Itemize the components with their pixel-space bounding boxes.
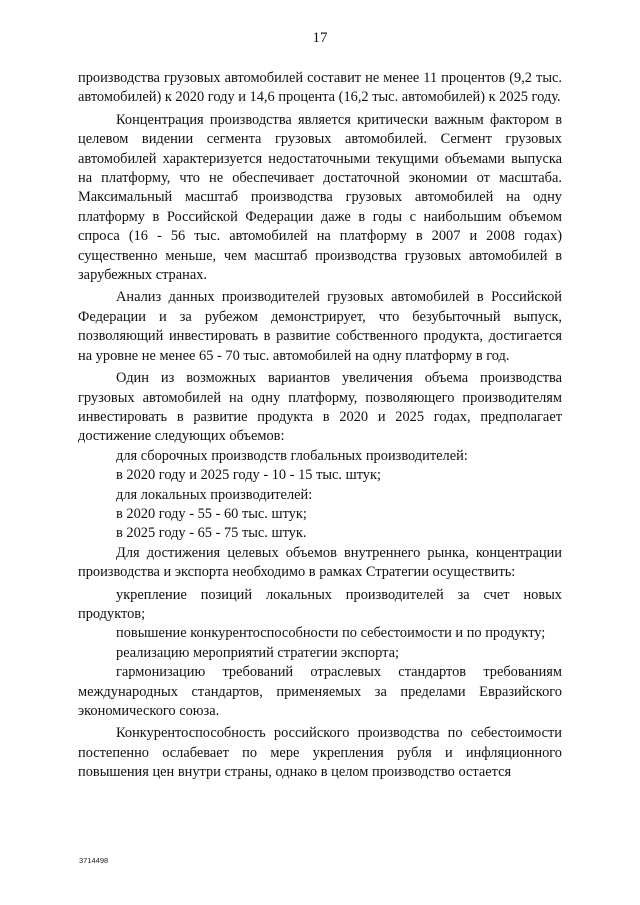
page-number: 17 [312, 30, 328, 46]
list-item: гармонизацию требований отраслевых стандартов требованиям международных стандартов, применяемых за пределами Евразийского экономического союза. [78, 664, 562, 719]
paragraph: Конкурентоспособность российского производства по себестоимости постепенно ослабевает по мере укрепления рубля и инфляционного повышения цен внутри страны, однако в целом производство остается [78, 725, 562, 781]
paragraph: Концентрация производства является критически важным фактором в целевом видении сегмента грузовых автомобилей. Сегмент грузовых автомобилей характеризуется недостаточными текущими объемами выпуска на платформу, что не обеспечивает достаточной экономии от масштаба. Максимальный масштаб производства грузовых автомобилей на одну платформу в Российской Федерации даже в годы с наибольшим объемом спроса (16 - 56 тыс. автомобилей на платформу в 2007 и 2008 годах) существенно меньше, чем масштаб производства грузовых автомобилей в зарубежных странах. [78, 111, 562, 284]
list-item: повышение конкурентоспособности по себестоимости и по продукту; [116, 625, 546, 642]
list-item: для локальных производителей: [116, 486, 313, 503]
paragraph: производства грузовых автомобилей составит не менее 11 процентов (9,2 тыс. автомобилей) к 2020 году и 14,6 процента (16,2 тыс. автомобилей) к 2025 году. [78, 70, 562, 106]
document-code: 3714498 [79, 856, 109, 865]
paragraph: Для достижения целевых объемов внутреннего рынка, концентрации производства и экспорта необходимо в рамках Стратегии осуществить: [78, 544, 562, 581]
list-item: в 2025 году - 65 - 75 тыс. штук. [116, 525, 307, 542]
list-item: для сборочных производств глобальных производителей: [116, 447, 468, 464]
list-item: в 2020 году - 55 - 60 тыс. штук; [116, 505, 307, 522]
paragraph: Один из возможных вариантов увеличения объема производства грузовых автомобилей на одну платформу, позволяющего производителям инвестировать в развитие продукта в 2020 и 2025 годах, предполагает достижение следующих объемов: [78, 370, 562, 445]
list-item: в 2020 году и 2025 году - 10 - 15 тыс. штук; [116, 467, 381, 484]
list-item: реализацию мероприятий стратегии экспорта; [116, 644, 399, 661]
list-item: укрепление позиций локальных производителей за счет новых продуктов; [78, 586, 562, 622]
document-body [78, 69, 562, 783]
paragraph: Анализ данных производителей грузовых автомобилей в Российской Федерации и за рубежом демонстрирует, что безубыточный выпуск, позволяющий инвестировать в развитие собственного продукта, достигается на уровне не менее 65 - 70 тыс. автомобилей на одну платформу в год. [78, 289, 562, 364]
